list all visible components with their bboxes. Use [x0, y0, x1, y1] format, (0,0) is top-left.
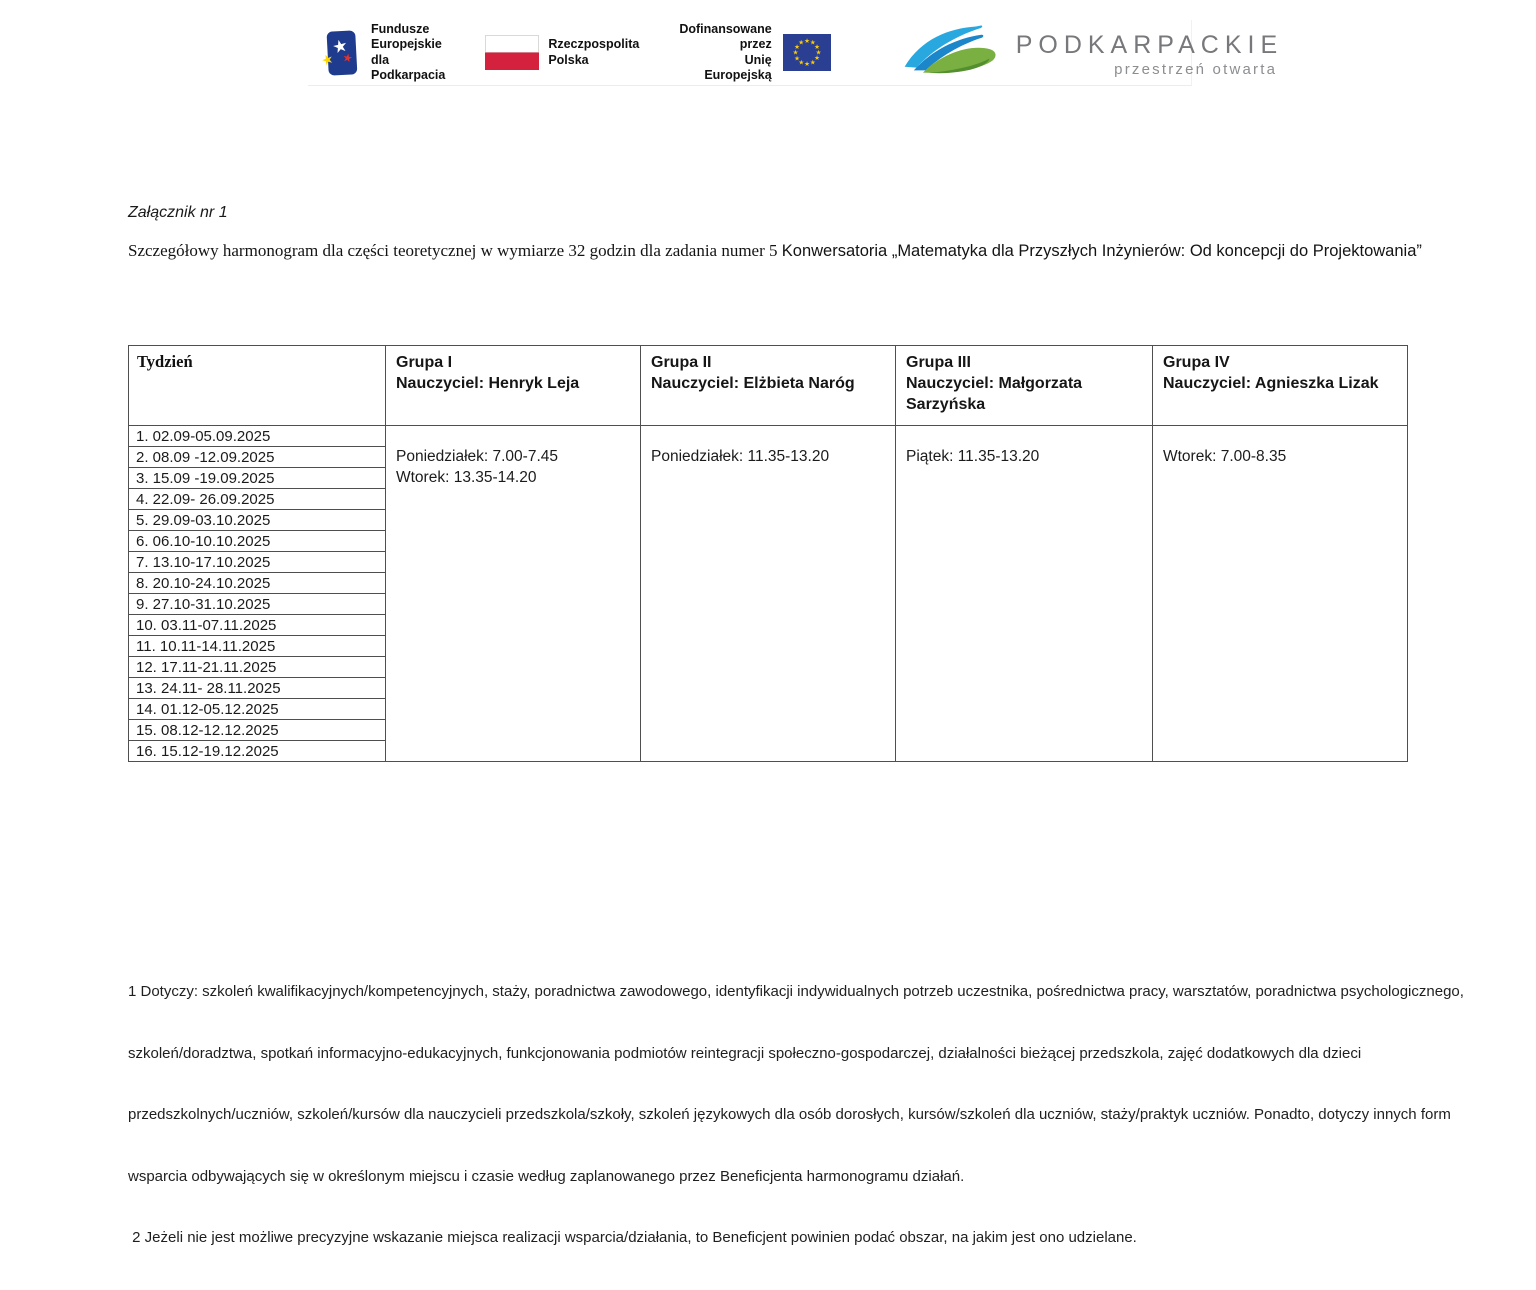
week-cell-4: 4. 22.09- 26.09.2025	[129, 489, 386, 510]
footnote-line: wsparcia odbywających się w określonym miejscu i czasie według zaplanowanego przez Beneficjenta harmonogramu działań.	[128, 1167, 965, 1185]
week-cell-2: 2. 08.09 -12.09.2025	[129, 447, 386, 468]
footnote-line: 2 Jeżeli nie jest możliwe precyzyjne wskazanie miejsca realizacji wsparcia/działania, to Beneficjent powinien podać obszar, na jakim jest ono udzielane.	[128, 1229, 1137, 1246]
group-1-schedule-line2: Wtorek: 13.35-14.20	[396, 469, 537, 486]
svg-text:★: ★	[815, 49, 822, 57]
svg-text:★: ★	[330, 33, 350, 58]
svg-text:★: ★	[319, 49, 336, 69]
pl-label-line1: Rzeczpospolita	[548, 37, 640, 51]
intro-sans-part: Konwersatoria „Matematyka dla Przyszłych Inżynierów: Od koncepcji do Projektowania”	[781, 242, 1422, 260]
group-3-schedule-cell	[896, 426, 1153, 762]
group-3-schedule-line1: Piątek: 11.35-13.20	[906, 448, 1040, 465]
fe-label-line2: dla Podkarpacia	[371, 52, 446, 82]
group-4-schedule-line1: Wtorek: 7.00-8.35	[1163, 448, 1287, 465]
week-cell-13: 13. 24.11- 28.11.2025	[129, 678, 386, 699]
group-1-schedule-cell	[386, 426, 641, 762]
fundusze-europejskie-flag-icon	[320, 27, 362, 79]
week-cell-3: 3. 15.09 -19.09.2025	[129, 468, 386, 489]
group-2-name: Grupa II	[651, 354, 712, 371]
footnote-line: 1 Dotyczy: szkoleń kwalifikacyjnych/kompetencyjnych, staży, poradnictwa zawodowego, identyfikacji indywidualnych potrzeb uczestnika, pośrednictwa pracy, warsztatów, poradnictwa psychologicznego,	[128, 983, 1464, 1000]
week-cell-12: 12. 17.11-21.11.2025	[129, 657, 386, 678]
svg-text:★: ★	[793, 55, 800, 63]
week-cell-10: 10. 03.11-07.11.2025	[129, 615, 386, 636]
group-4-name: Grupa IV	[1163, 354, 1230, 371]
svg-text:★: ★	[792, 49, 799, 57]
group-2-schedule-line1: Poniedziałek: 11.35-13.20	[651, 448, 830, 465]
week-cell-8: 8. 20.10-24.10.2025	[129, 573, 386, 594]
group-3-teacher: Nauczyciel: Małgorzata Sarzyńska	[906, 375, 1083, 413]
svg-text:★: ★	[798, 59, 804, 67]
week-cell-16: 16. 15.12-19.12.2025	[129, 741, 386, 762]
week-cell-7: 7. 13.10-17.10.2025	[129, 552, 386, 573]
group-2-teacher: Nauczyciel: Elżbieta Naróg	[651, 375, 855, 392]
svg-text:★: ★	[803, 38, 810, 45]
group-1-teacher: Nauczyciel: Henryk Leja	[396, 375, 580, 392]
column-header-grupa-2	[641, 346, 896, 426]
week-cell-14: 14. 01.12-05.12.2025	[129, 699, 386, 720]
svg-text:★: ★	[813, 55, 820, 63]
svg-text:★: ★	[809, 39, 816, 47]
column-header-grupa-4	[1153, 346, 1408, 426]
group-2-schedule-cell	[641, 426, 896, 762]
svg-text:★: ★	[341, 51, 354, 66]
week-cell-9: 9. 27.10-31.10.2025	[129, 594, 386, 615]
group-3-name: Grupa III	[906, 354, 971, 371]
group-4-teacher: Nauczyciel: Agnieszka Lizak	[1163, 375, 1379, 392]
fundusze-europejskie-label	[371, 22, 445, 84]
attachment-label: Załącznik nr 1	[128, 204, 228, 221]
group-4-schedule-cell	[1153, 426, 1408, 762]
svg-text:★: ★	[809, 59, 816, 67]
svg-text:★: ★	[797, 39, 804, 47]
eu-label-line1: Dofinansowane przez	[679, 21, 772, 51]
poland-flag-icon	[485, 35, 539, 70]
footnotes	[128, 941, 1528, 1290]
podkarpackie-label	[1016, 27, 1283, 78]
footnote-line: szkoleń/doradztwa, spotkań informacyjno-edukacyjnych, funkcjonowania podmiotów reintegracji społeczno-gospodarczej, działalności bieżącej przedszkola, zajęć dodatkowych dla dzieci	[128, 1044, 1362, 1062]
podkarpackie-title: PODKARPACKIE	[1015, 31, 1284, 59]
group-1-schedule-line1: Poniedziałek: 7.00-7.45	[396, 448, 559, 465]
intro-paragraph	[128, 241, 1428, 261]
table-row	[129, 426, 1408, 447]
podkarpackie-subtitle: przestrzeń otwarta	[1114, 61, 1278, 78]
eu-funding-label	[679, 22, 771, 84]
footnote-line: przedszkolnych/uczniów, szkoleń/kursów dla nauczycieli przedszkola/szkoły, szkoleń językowych dla osób dorosłych, kursów/szkoleń dla uczniów, staży/praktyk uczniów. Ponadto, dotyczy innych form	[128, 1106, 1451, 1123]
intro-serif-part: Szczegółowy harmonogram dla części teoretycznej w wymiarze 32 godzin dla zadania numer 5	[128, 241, 782, 260]
week-cell-1: 1. 02.09-05.09.2025	[129, 426, 386, 447]
column-header-grupa-3	[896, 346, 1153, 426]
week-cell-6: 6. 06.10-10.10.2025	[129, 531, 386, 552]
eu-label-line2: Unię Europejską	[704, 52, 772, 82]
week-cell-15: 15. 08.12-12.12.2025	[129, 720, 386, 741]
pl-label-line2: Polska	[548, 52, 589, 67]
logo-strip	[308, 20, 1284, 86]
fe-label-line1: Fundusze Europejskie	[371, 21, 442, 51]
week-cell-11: 11. 10.11-14.11.2025	[129, 636, 386, 657]
podkarpackie-waves-icon	[901, 24, 1006, 82]
svg-text:★: ★	[793, 43, 800, 51]
schedule-table	[128, 345, 1408, 762]
column-header-grupa-1	[386, 346, 641, 426]
rzeczpospolita-polska-label	[548, 37, 639, 68]
column-header-tydzien: Tydzień	[129, 346, 386, 426]
svg-text:★: ★	[813, 43, 820, 51]
svg-text:★: ★	[803, 61, 810, 68]
table-header-row	[129, 346, 1408, 426]
eu-flag-icon	[783, 34, 831, 71]
week-cell-5: 5. 29.09-03.10.2025	[129, 510, 386, 531]
group-1-name: Grupa I	[396, 354, 453, 371]
